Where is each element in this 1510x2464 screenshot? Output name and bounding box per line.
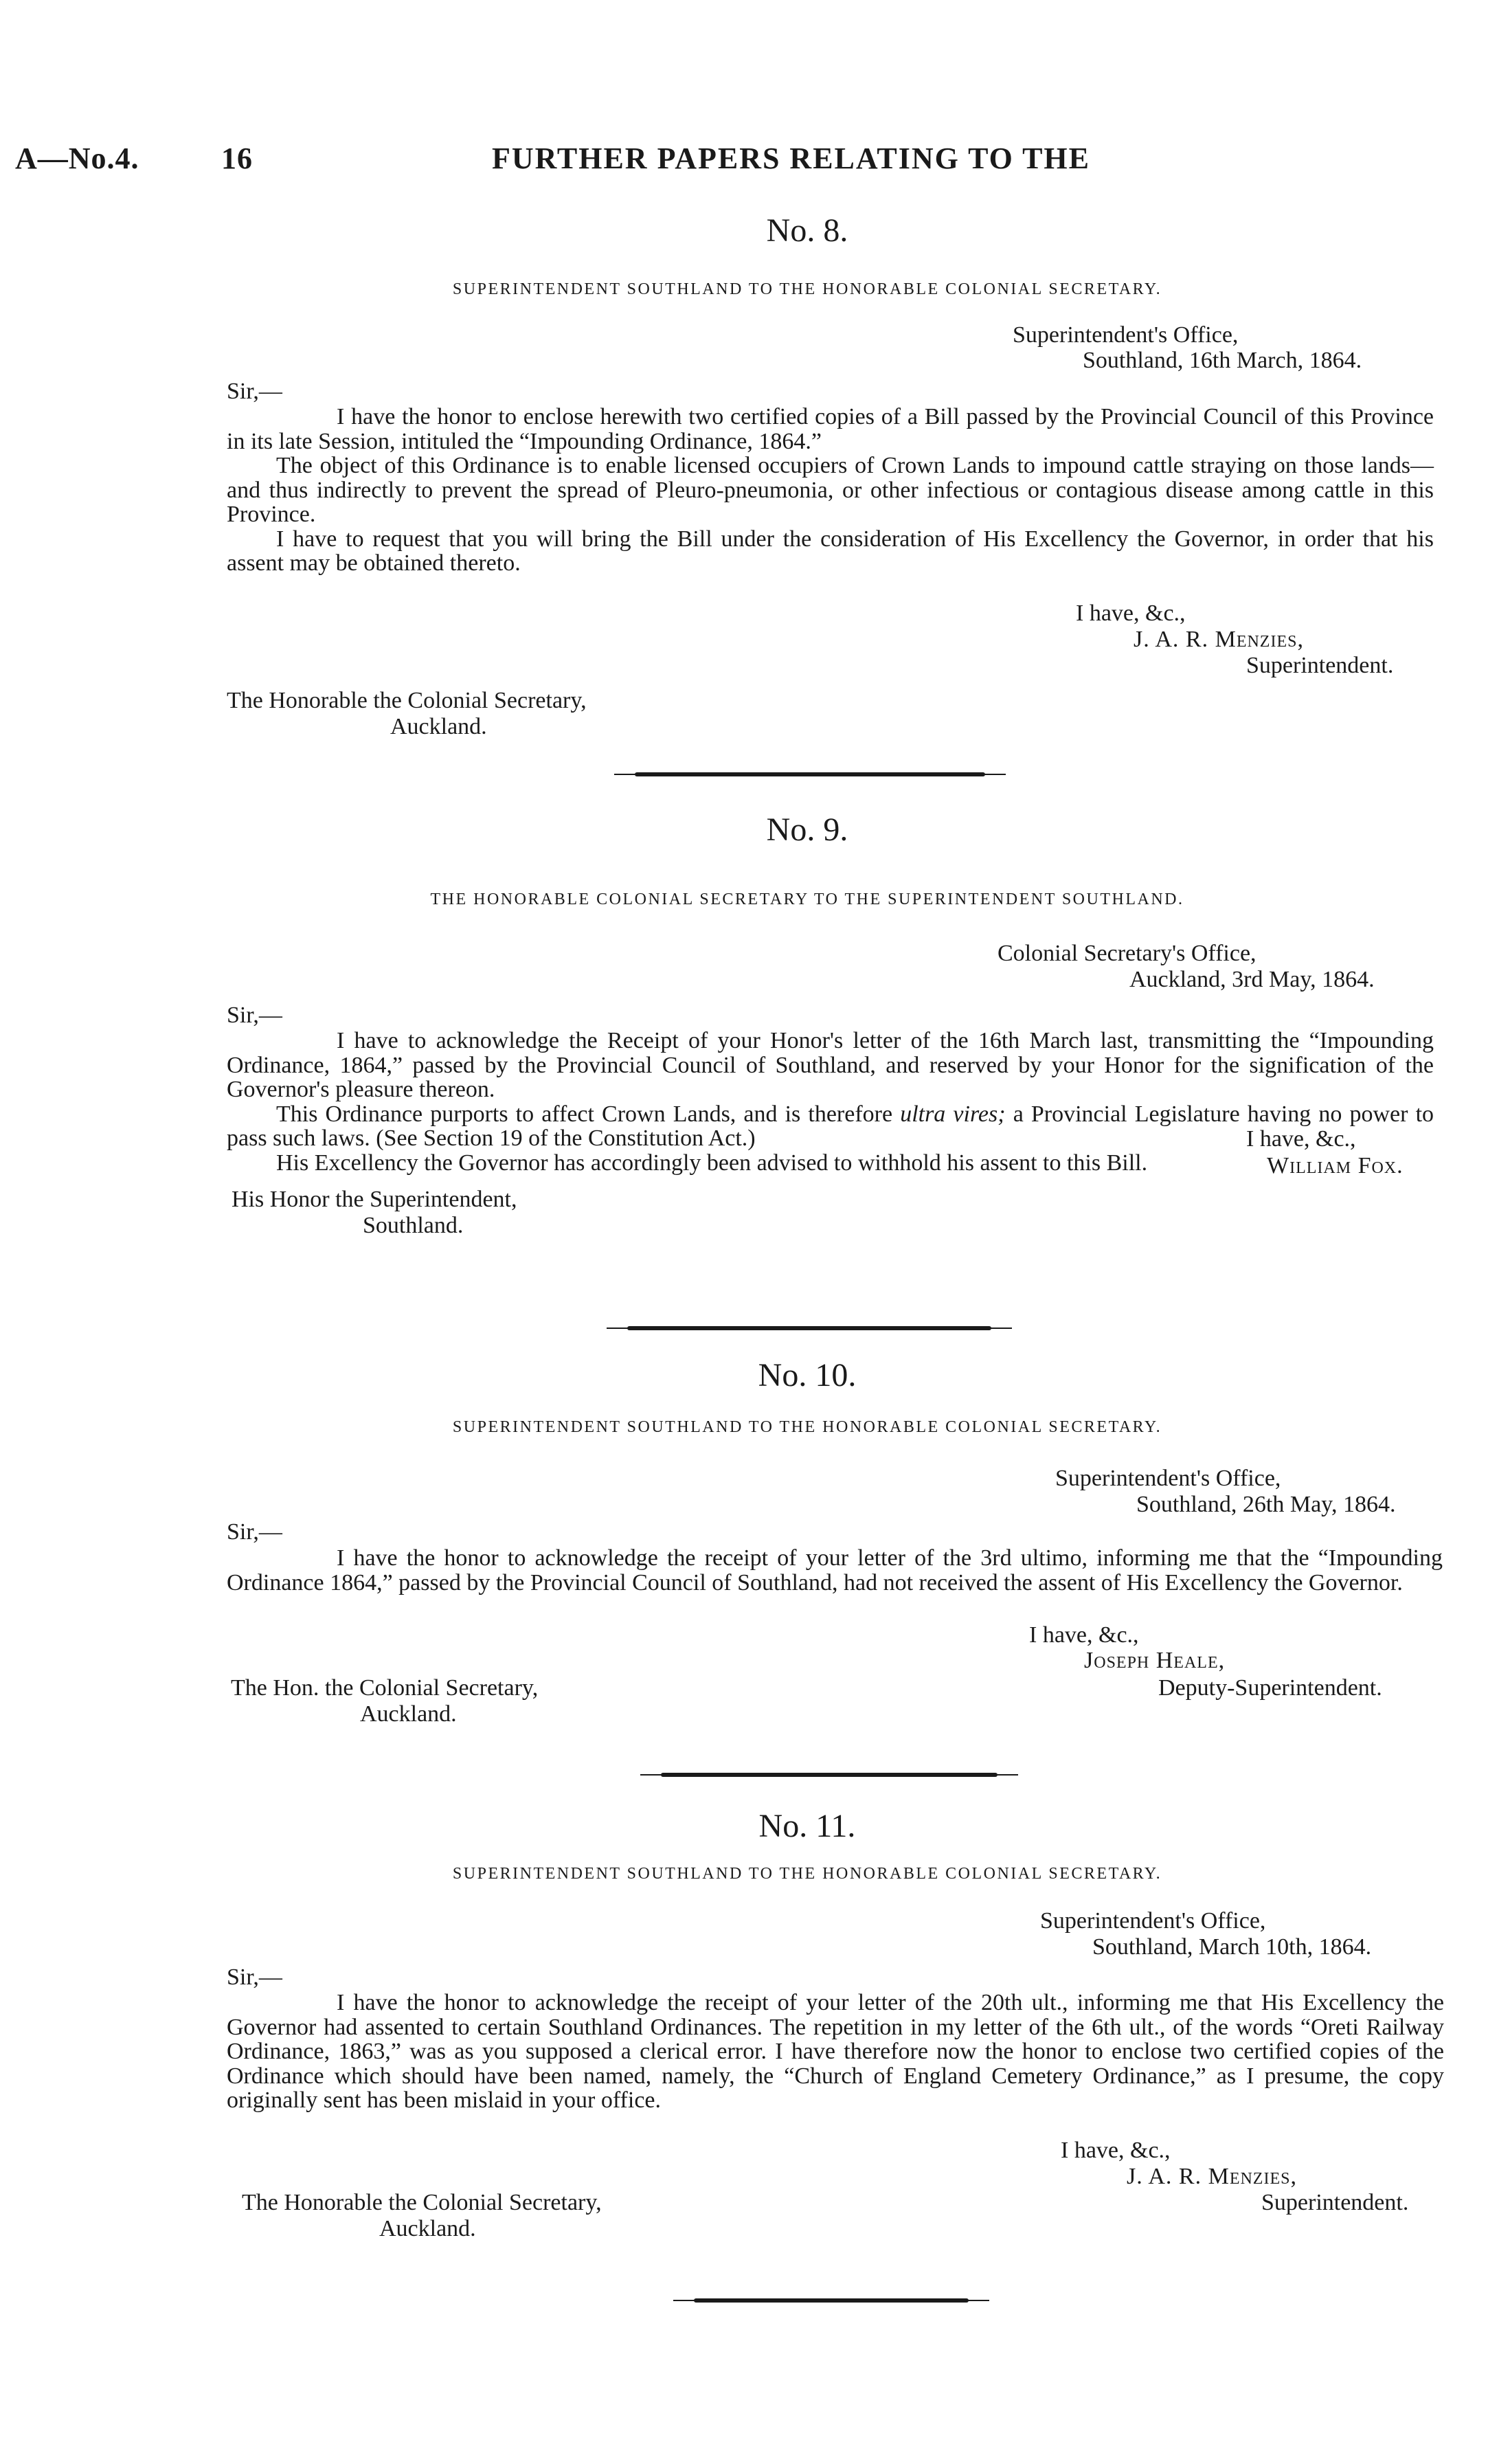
letter-body	[227, 1029, 1434, 1175]
place-date: Southland, March 10th, 1864.	[1092, 1934, 1372, 1960]
letter-caption: THE HONORABLE COLONIAL SECRETARY TO THE SUPERINTENDENT SOUTHLAND.	[430, 891, 1184, 908]
place-date: Auckland, 3rd May, 1864.	[1129, 967, 1375, 992]
paragraph: I have the honor to acknowledge the receipt of your letter of the 20th ult., informing me that His Excellency the Governor had assented to certain Southland Ordinances. The repetition in my letter of the 6th ult., of the words “Oreti Railway Ordinance, 1863,” was as you supposed a clerical error. I have therefore now the honor to enclose two certified copies of the Ordinance which should have been named, namely, the “Church of England Cemetery Ordinance,” as I presume, the copy originally sent has been mislaid in your office.	[227, 1990, 1444, 2113]
salutation: Sir,—	[227, 1964, 282, 1990]
signatory-title: Superintendent.	[1246, 653, 1394, 678]
addressee: The Hon. the Colonial Secretary,	[231, 1675, 539, 1701]
salutation: Sir,—	[227, 1519, 282, 1545]
addressee-place: Auckland.	[390, 714, 487, 739]
paragraph: The object of this Ordinance is to enable licensed occupiers of Crown Lands to impound cattle straying on those lands—and thus indirectly to prevent the spread of Pleuro-pneumonia, or other infectious or contagious disease among cattle in this Province.	[227, 453, 1434, 527]
paragraph: I have the honor to acknowledge the receipt of your letter of the 3rd ultimo, informing me that the “Impounding Ordinance 1864,” passed by the Provincial Council of Southland, had not received the assent of His Excellency the Governor.	[227, 1545, 1443, 1595]
signatory-title: Deputy-Superintendent.	[1158, 1675, 1382, 1701]
document-reference: A—No.4.	[15, 142, 139, 175]
letter-number: No. 9.	[766, 811, 848, 848]
paragraph: I have to acknowledge the Receipt of your Honor's letter of the 16th March last, transmitting the “Impounding Ordinance, 1864,” passed by the Provincial Council of Southland, and reserved by your Honor for the signification of the Governor's pleasure thereon.	[227, 1028, 1434, 1102]
letter-caption: SUPERINTENDENT SOUTHLAND TO THE HONORABLE COLONIAL SECRETARY.	[452, 1418, 1162, 1436]
letter-body	[227, 405, 1434, 576]
signature: William Fox.	[1267, 1153, 1404, 1178]
paragraph: His Excellency the Governor has accordingly been advised to withhold his assent to this Bill.	[276, 1150, 1148, 1176]
signature: J. A. R. Menzies,	[1127, 2164, 1297, 2189]
addressee-place: Auckland.	[360, 1701, 457, 1727]
salutation: Sir,—	[227, 1003, 282, 1028]
page-number: 16	[221, 142, 253, 175]
signature: J. A. R. Menzies,	[1134, 627, 1304, 652]
addressee-place: Southland.	[363, 1213, 464, 1238]
letter-number: No. 11.	[758, 1808, 856, 1844]
sender-office: Superintendent's Office,	[1055, 1466, 1281, 1491]
sender-office: Colonial Secretary's Office,	[998, 941, 1257, 966]
sender-office: Superintendent's Office,	[1013, 322, 1239, 348]
latin-phrase: ultra vires;	[900, 1101, 1006, 1127]
letter-number: No. 8.	[766, 212, 848, 249]
letter-number: No. 10.	[758, 1357, 857, 1393]
closing: I have, &c.,	[1029, 1622, 1139, 1648]
paragraph: I have to request that you will bring the Bill under the consideration of His Excellency the Governor, in order that his assent may be obtained thereto.	[227, 526, 1434, 576]
addressee: His Honor the Superintendent,	[232, 1187, 517, 1212]
letter-caption: SUPERINTENDENT SOUTHLAND TO THE HONORABLE COLONIAL SECRETARY.	[452, 280, 1162, 298]
signatory-title: Superintendent.	[1261, 2190, 1409, 2215]
signature: Joseph Heale,	[1084, 1648, 1226, 1673]
paragraph-text: a Provincial Legislature having no power to pass such laws. (See Section 19 of the Constitution Act.)	[227, 1101, 1434, 1151]
sender-office: Superintendent's Office,	[1040, 1908, 1266, 1934]
addressee-place: Auckland.	[379, 2216, 476, 2241]
paragraph-text: This Ordinance purports to affect Crown Lands, and is therefore	[276, 1101, 893, 1127]
letter-body	[227, 1991, 1444, 2113]
place-date: Southland, 26th May, 1864.	[1136, 1492, 1396, 1517]
closing: I have, &c.,	[1061, 2138, 1171, 2163]
section-divider	[694, 2298, 969, 2303]
addressee: The Honorable the Colonial Secretary,	[242, 2190, 602, 2215]
paragraph: I have the honor to enclose herewith two certified copies of a Bill passed by the Provincial Council of this Province in its late Session, intituled the “Impounding Ordinance, 1864.”	[227, 404, 1434, 454]
section-divider	[627, 1326, 991, 1330]
section-divider	[635, 772, 985, 776]
section-divider	[661, 1773, 998, 1777]
running-title: FURTHER PAPERS RELATING TO THE	[492, 142, 1090, 175]
salutation: Sir,—	[227, 379, 282, 404]
letter-caption: SUPERINTENDENT SOUTHLAND TO THE HONORABLE COLONIAL SECRETARY.	[452, 1865, 1162, 1883]
closing: I have, &c.,	[1076, 601, 1186, 626]
letter-body	[227, 1546, 1443, 1595]
addressee: The Honorable the Colonial Secretary,	[227, 688, 587, 713]
place-date: Southland, 16th March, 1864.	[1083, 348, 1362, 373]
closing: I have, &c.,	[1246, 1126, 1356, 1152]
